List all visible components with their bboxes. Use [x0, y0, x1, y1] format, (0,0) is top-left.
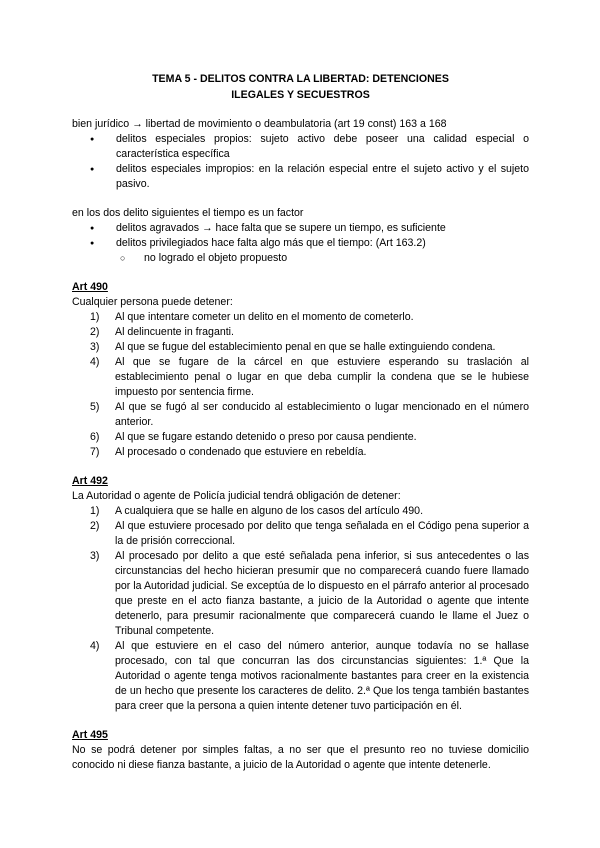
list-item: 5) Al que se fugó al ser conducido al establecimiento o lugar mencionado en el número anterior. — [90, 401, 529, 428]
art-492-lead: La Autoridad o agente de Policía judicial tendrá obligación de detener: — [72, 490, 401, 502]
list-item: 6) Al que se fugare estando detenido o preso por causa pendiente. — [90, 431, 417, 443]
factor-bullet-1: ● delitos agravados → hace falta que se supere un tiempo, es suficiente — [116, 221, 529, 236]
list-item: 7) Al procesado o condenado que estuviere en rebeldía. — [90, 446, 367, 458]
art-492-list — [72, 504, 529, 714]
list-item: 2) Al que estuviere procesado por delito que tenga señalada en el Código pena superior a la de prisión correccional. — [90, 520, 529, 547]
list-item: 1) A cualquiera que se halle en alguno de los casos del artículo 490. — [90, 505, 424, 517]
page-title — [72, 71, 529, 103]
title-line-2: ILEGALES Y SECUESTROS — [231, 89, 370, 101]
list-item: 1) Al que intentare cometer un delito en el momento de cometerlo. — [90, 311, 414, 323]
art-492-heading: Art 492 — [72, 475, 108, 487]
intro-bullet-list — [72, 132, 529, 192]
intro-line: bien jurídico → libertad de movimiento o deambulatoria (art 19 const) 163 a 168 — [72, 118, 447, 130]
art-490-list — [72, 310, 529, 460]
art-490-heading: Art 490 — [72, 281, 108, 293]
list-item: 2) Al delincuente in fraganti. — [90, 326, 234, 338]
art-490-lead: Cualquier persona puede detener: — [72, 296, 233, 308]
title-line-1: TEMA 5 - DELITOS CONTRA LA LIBERTAD: DETENCIONES — [152, 73, 449, 85]
list-item: 3) Al procesado por delito a que esté señalada pena inferior, si sus antecedentes o las circunstancias del hecho hicieran presumir que no comparecerá cuando fuere llamado por la Autoridad judicial. Se exceptúa de lo dispuesto en el párrafo anterior al procesado que preste en el acto fianza bastante, a juicio de la Autoridad o agente que intente detenerlo, para presumir racionalmente que comparecerá cuando le llame el Juez o Tribunal competente. — [90, 550, 529, 637]
intro-bullet-2: ● delitos especiales impropios: en la relación especial entre el sujeto activo y el sujeto pasivo. — [116, 162, 529, 192]
factor-line: en los dos delito siguientes el tiempo es un factor — [72, 207, 304, 219]
list-item: 4) Al que se fugare de la cárcel en que estuviere esperando su traslación al establecimiento penal o lugar en que deba cumplir la condena que se le hubiese impuesto por sentencia firme. — [90, 356, 529, 398]
factor-bullet-2: ● delitos privilegiados hace falta algo más que el tiempo: (Art 163.2) — [116, 236, 529, 251]
list-item: 3) Al que se fugue del establecimiento penal en que se halle extinguiendo condena. — [90, 341, 496, 353]
factor-sub-item: ○ no logrado el objeto propuesto — [144, 251, 529, 266]
list-item: 4) Al que estuviere en el caso del número anterior, aunque todavía no se hallase procesado, con tal que concurran las dos circunstancias siguientes: 1.ª Que la Autoridad o agente tenga motivos racionalmente bastantes para creer en la existencia de un hecho que presente los caracteres de delito. 2.ª Que los tenga también bastantes para creer que la persona a quien intente detener tuvo participación en él. — [90, 640, 529, 712]
art-495-heading: Art 495 — [72, 729, 108, 741]
factor-bullet-list — [72, 221, 529, 251]
factor-sub-list — [72, 251, 529, 266]
intro-bullet-1: ● delitos especiales propios: sujeto activo debe poseer una calidad especial o característica específica — [116, 132, 529, 162]
art-495-text: No se podrá detener por simples faltas, a no ser que el presunto reo no tuviese domicilio conocido ni diese fianza bastante, a juicio de la Autoridad o agente que intente detenerle. — [72, 744, 529, 771]
